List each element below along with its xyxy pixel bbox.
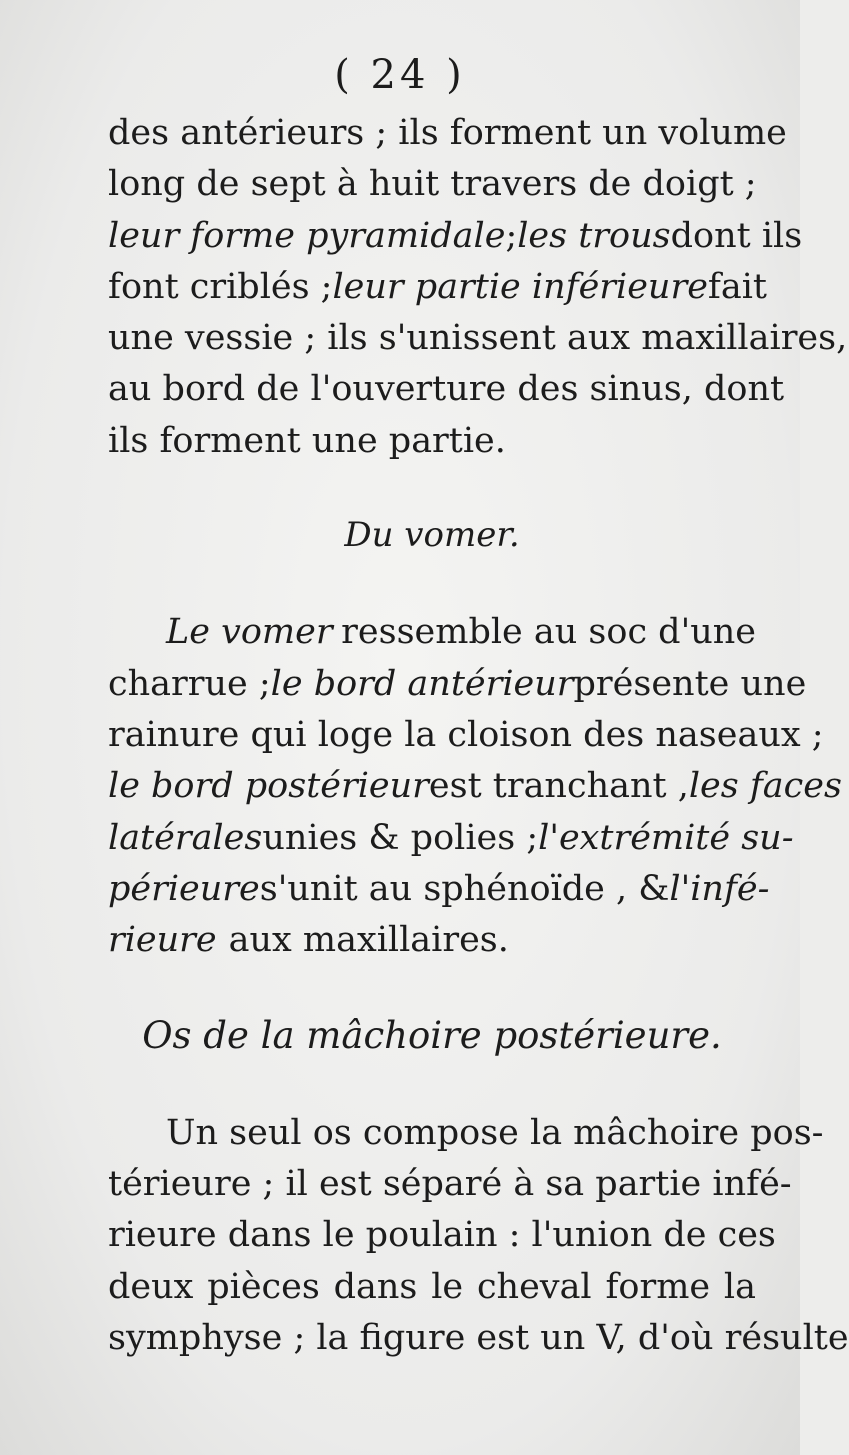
line-text: s'unit au sphénoïde , & (259, 868, 670, 909)
italic-term: le bord postérieur (108, 766, 429, 807)
paragraph-vomer (108, 607, 842, 966)
text-line (108, 1313, 849, 1364)
line-text: symphyse ; la figure est un V, d'où résulte (108, 1317, 849, 1358)
italic-term: périeure (108, 868, 260, 909)
text-line (108, 1210, 776, 1261)
line-text: deux pièces dans le cheval forme la (108, 1266, 756, 1307)
text-line (108, 159, 756, 210)
line-text: des antérieurs ; ils forment un volume (108, 113, 787, 153)
italic-term: leur partie inférieure (332, 266, 708, 307)
text-line (108, 915, 756, 966)
text-line (108, 864, 770, 915)
text-line (108, 813, 794, 864)
text-line (108, 108, 787, 159)
text-line (108, 1262, 756, 1313)
page-body (108, 108, 849, 1364)
text-line (108, 659, 807, 710)
page-number: ( 24 ) (334, 52, 466, 98)
line-text: rieure dans le poulain : l'union de ces (108, 1215, 776, 1256)
line-text: long de sept à huit travers de doigt ; (108, 164, 757, 205)
text-line (108, 607, 756, 658)
line-text: unies & polies ; (262, 817, 539, 858)
line-text: au bord de l'ouverture des sinus, dont (108, 369, 785, 410)
paragraph-ethmoid-end (108, 108, 848, 467)
italic-term: rieure (108, 920, 217, 961)
italic-term: les trous (517, 215, 671, 256)
text-line (108, 364, 785, 415)
italic-term: l'infé- (669, 868, 770, 909)
line-text: est tranchant , (428, 766, 689, 807)
italic-term: les faces (688, 766, 842, 807)
italic-term: l'extrémité su- (538, 817, 794, 858)
line-text: une vessie ; ils s'unissent aux maxillaires, (108, 318, 848, 359)
italic-term: Le vomer (166, 612, 333, 653)
italic-term: le bord antérieur (270, 663, 574, 704)
text-line (108, 313, 848, 364)
section-heading-vomer: Du vomer. (344, 515, 520, 556)
section-heading-posterior-jaw: Os de la mâchoire postérieure. (142, 1014, 722, 1058)
line-text: charrue ; (108, 663, 271, 704)
text-line (108, 1108, 824, 1159)
line-text: dont ils (670, 215, 803, 256)
line-text: rainure qui loge la cloison des naseaux ; (108, 714, 824, 755)
line-text: présente une (573, 663, 807, 704)
line-text: fait (707, 266, 768, 307)
text-line (108, 211, 803, 262)
line-text: Un seul os compose la mâchoire pos- (166, 1112, 824, 1153)
italic-term: leur forme pyramidale (108, 215, 506, 256)
text-line (108, 416, 756, 467)
paragraph-posterior-jaw (108, 1108, 849, 1364)
text-line (108, 262, 768, 313)
text-line (108, 1159, 792, 1210)
line-text: ils forment une partie. (108, 420, 506, 461)
italic-term: latérales (108, 817, 263, 858)
text-line (108, 761, 842, 812)
line-text: aux maxillaires. (228, 920, 509, 961)
line-text: ; (505, 215, 518, 256)
line-text: ressemble au soc d'une (341, 612, 756, 653)
text-line (108, 710, 824, 761)
line-text: térieure ; il est séparé à sa partie infé- (108, 1164, 792, 1205)
line-text: font criblés ; (108, 266, 333, 307)
